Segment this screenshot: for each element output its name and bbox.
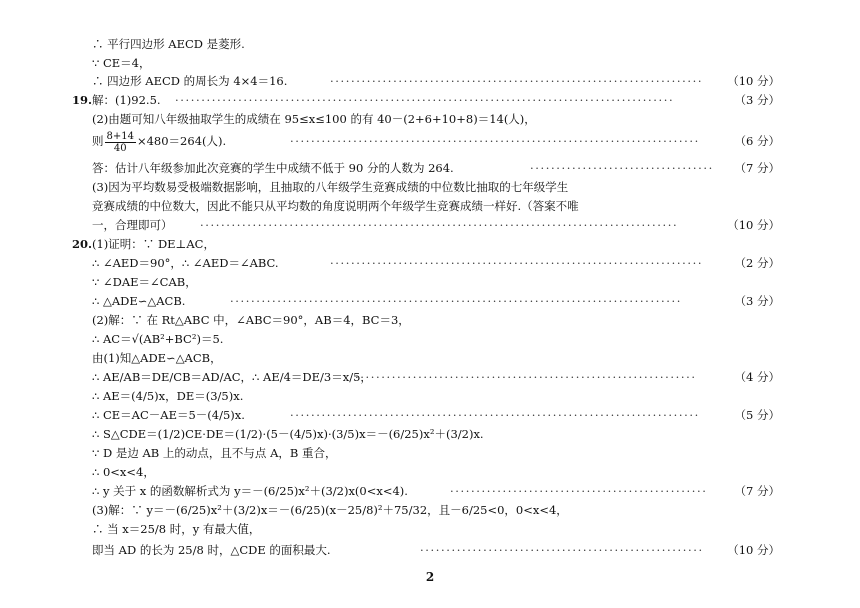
line-19 [0, 386, 860, 406]
line-text: ∴ CE＝AC－AE＝5－(4/5)x. [92, 408, 245, 422]
line-16 [0, 329, 860, 349]
line-5 [0, 109, 860, 129]
line-text: (1)证明：∵ DE⊥AC， [92, 237, 215, 251]
score: （2 分） [734, 256, 780, 270]
score: （10 分） [727, 543, 780, 557]
question-number: 19. [72, 93, 93, 107]
line-text: ∴ y 关于 x 的函数解析式为 y＝－(6/25)x²＋(3/2)x(0<x<4). [92, 484, 408, 498]
line-text: ∵ D 是边 AB 上的动点，且不与点 A，B 重合， [92, 446, 337, 460]
line-2 [0, 53, 860, 73]
line-text: (2)解：∵ 在 Rt△ABC 中，∠ABC＝90°，AB＝4，BC＝3， [92, 313, 410, 327]
line-13 [0, 272, 860, 292]
line-24 [0, 481, 860, 501]
score: （7 分） [734, 161, 780, 175]
score: （3 分） [734, 93, 780, 107]
line-text: ∴ 0<x<4， [92, 465, 155, 479]
line-text: ∴ 平行四边形 AECD 是菱形. [92, 37, 245, 51]
line-1 [0, 34, 860, 54]
score: （10 分） [727, 74, 780, 88]
line-text: 由(1)知△ADE∽△ACB， [92, 351, 222, 365]
line-text: 即当 AD 的长为 25/8 时，△CDE 的面积最大. [92, 543, 331, 557]
line-26 [0, 519, 860, 539]
line-12 [0, 253, 860, 273]
line-text: ∴ ∠AED＝90°，∴ ∠AED＝∠ABC. [92, 256, 279, 270]
line-text: ∴ S△CDE＝(1/2)CE·DE＝(1/2)·(5－(4/5)x)·(3/5)x＝－(6/25)x²＋(3/2)x. [92, 427, 484, 441]
leader-dots: ··························································································· [200, 218, 679, 232]
line-text: (2)由题可知八年级抽取学生的成绩在 95≤x≤100 的有 40－(2+6+10+8)＝14(人)， [92, 112, 536, 126]
line-7 [0, 158, 860, 178]
line-9 [0, 196, 860, 216]
question-number: 20. [72, 237, 93, 251]
line-text: ∴ AE/AB＝DE/CB＝AD/AC，∴ AE/4＝DE/3＝x/5， [92, 370, 372, 384]
score: （5 分） [734, 408, 780, 422]
line-text: 解：(1)92.5. [92, 93, 161, 107]
line-17 [0, 348, 860, 368]
line-text: 一，合理即可） [92, 218, 173, 232]
line-text: ∴ 当 x＝25/8 时，y 有最大值， [92, 522, 261, 536]
leader-dots: ················································· [450, 484, 708, 498]
line-23 [0, 462, 860, 482]
line-text: ∵ ∠DAE＝∠CAB， [92, 275, 197, 289]
leader-dots: ································································· [355, 370, 697, 384]
page-number: 2 [425, 570, 435, 584]
line-text: (3)因为平均数易受极端数据影响，且抽取的八年级学生竞赛成绩的中位数比抽取的七年级学生 [92, 180, 569, 194]
line-14 [0, 291, 860, 311]
line-text: ∴ 四边形 AECD 的周长为 4×4＝16. [92, 74, 288, 88]
leader-dots: ·············································································· [290, 134, 700, 148]
line-text: 竞赛成绩的中位数大，因此不能只从平均数的角度说明两个年级学生竞赛成绩一样好.（答案不唯 [92, 199, 579, 213]
line-text: 答：估计八年级参加此次竞赛的学生中成绩不低于 90 分的人数为 264. [92, 161, 454, 175]
score: （4 分） [734, 370, 780, 384]
line-22 [0, 443, 860, 463]
line-18 [0, 367, 860, 387]
leader-dots: ·············································································· [290, 408, 700, 422]
leader-dots: ······································································· [330, 74, 704, 88]
line-21 [0, 424, 860, 444]
line-8 [0, 177, 860, 197]
line-text: 则 $\frac{8+14}{40}$ ×480＝264(人). [92, 130, 227, 154]
line-text: ∴ △ADE∽△ACB. [92, 294, 186, 308]
line-25 [0, 500, 860, 520]
score: （3 分） [734, 294, 780, 308]
leader-dots: ··································· [530, 161, 714, 175]
leader-dots: ······································································· [330, 256, 704, 270]
score: （6 分） [734, 134, 780, 148]
line-3 [0, 71, 860, 91]
line-20 [0, 405, 860, 425]
line-text: (3)解：∵ y＝－(6/25)x²＋(3/2)x＝－(6/25)(x－25/8)²＋75/32，且－6/25<0，0<x<4， [92, 503, 568, 517]
line-15 [0, 310, 860, 330]
line-10 [0, 215, 860, 235]
line-6 [0, 128, 860, 154]
fraction: $\frac{8+14}{40}$ [106, 130, 134, 154]
score: （10 分） [727, 218, 780, 232]
score: （7 分） [734, 484, 780, 498]
line-text: ∴ AE＝(4/5)x，DE＝(3/5)x. [92, 389, 244, 403]
line-4 [0, 90, 860, 110]
line-11 [0, 234, 860, 254]
line-27 [0, 540, 860, 560]
line-text: ∵ CE＝4， [92, 56, 151, 70]
leader-dots: ······························································································· [175, 93, 675, 107]
line-text: ∴ AC＝√(AB²+BC²)＝5. [92, 332, 224, 346]
leader-dots: ······················································ [420, 543, 704, 557]
leader-dots: ······················································································ [230, 294, 682, 308]
